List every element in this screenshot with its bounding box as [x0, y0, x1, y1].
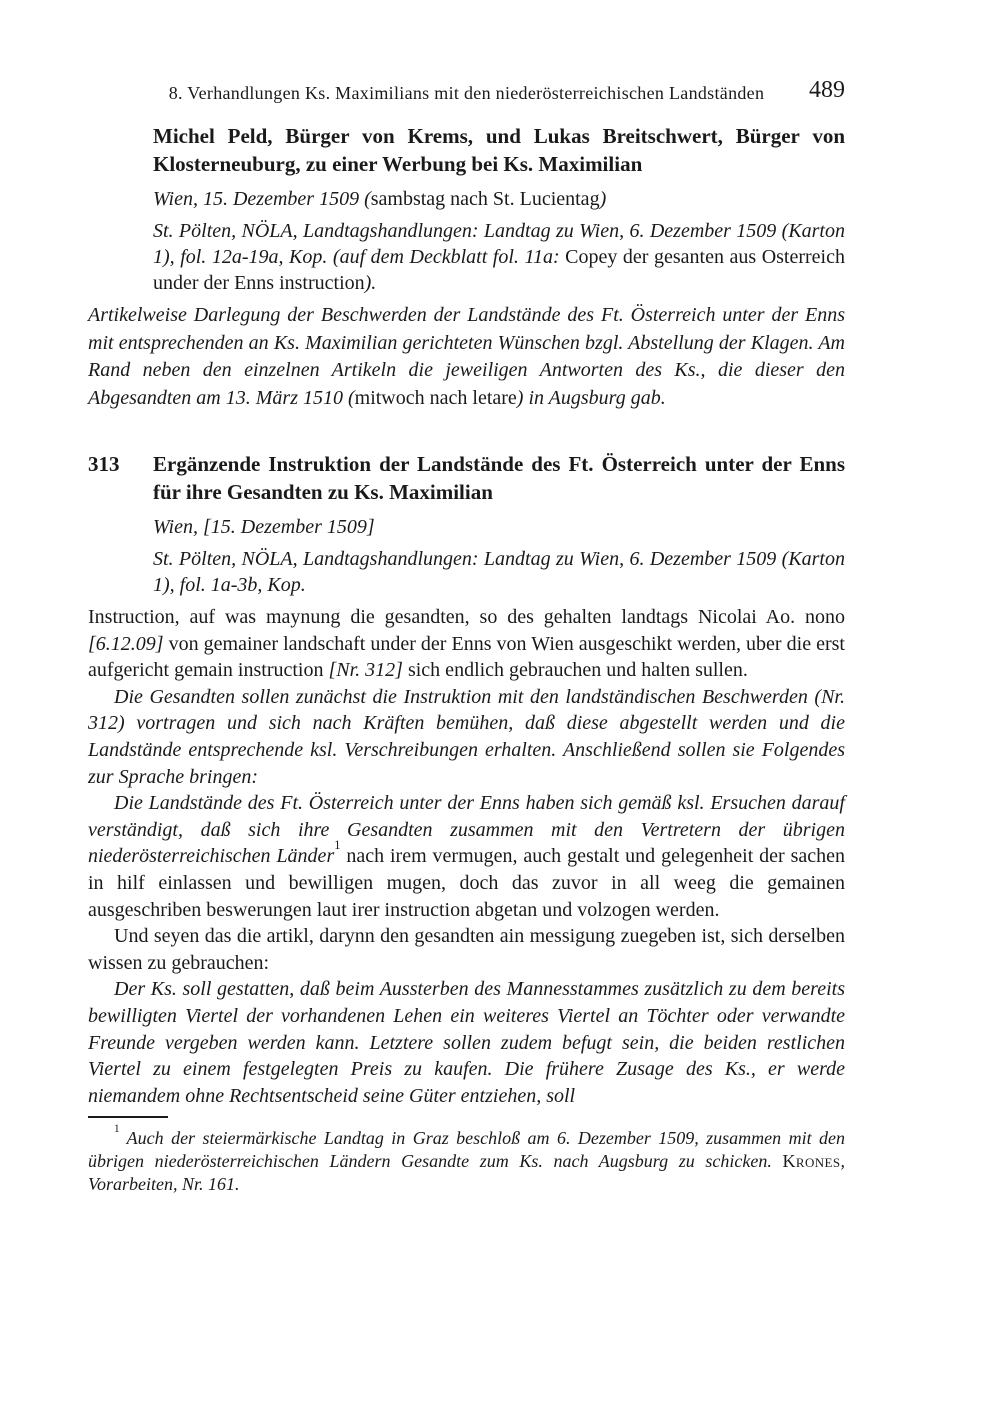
footnote-section — [88, 1116, 845, 1196]
entry-313-number: 313 — [88, 452, 120, 476]
running-head — [88, 77, 845, 104]
footnote-text: $^1$ Auch der steiermärkische Landtag in Graz beschloß am 6. Dezember 1509, zusammen mit den übrigen niederösterreichischen Ländern Gesandte zum Ks. nach Augsburg zu schicken. Krones, Vorarbeiten, Nr. 161. — [88, 1123, 845, 1195]
entry-313-body — [88, 604, 845, 1109]
entry-313 — [88, 450, 845, 1109]
entry-313-title: Ergänzende Instruktion der Landstände des Ft. Österreich unter der Enns für ihre Gesandten zu Ks. Maximilian — [153, 452, 845, 504]
running-head-title: 8. Verhandlungen Ks. Maximilians mit den niederösterreichischen Landständen — [168, 83, 765, 103]
body-paragraph: Die Gesandten sollen zunächst die Instruktion mit den landständischen Beschwerden (Nr. 312) vortragen und sich nach Kräften bemühen, daß diese abgestellt werden und die Landstände entsprechende ksl. Verschreibungen erhalten. Anschließend sollen sie Folgendes zur Sprache bringen: — [88, 685, 845, 788]
body-paragraph: Die Landstände des Ft. Österreich unter der Enns haben sich gemäß ksl. Ersuchen darauf verständigt, daß sich ihre Gesandten zusammen mit den Vertretern der übrigen niederösterreichischen Länder$^1$ nach irem vermugen, auch gestalt und gelegenheit der sachen in hilf einlassen und bewilligen mugen, doch das zuvor in all weeg die gemainen ausgeschriben beswerungen laut irer instruction abgetan und volzogen werden. — [88, 792, 846, 921]
body-paragraph: Der Ks. soll gestatten, daß beim Aussterben des Mannesstammes zusätzlich zu dem bereits bewilligten Viertel der vorhandenen Lehen ein weiteres Viertel an Töchter oder verwandte Freunde vergeben werden kann. Letztere sollen zudem befugt sein, die beiden restlichen Viertel zu einem festgelegten Preis zu kaufen. Die frühere Zusage des Ks., er werde niemandem ohne Rechtsentscheid seine Güter entziehen, soll — [88, 978, 845, 1107]
body-paragraph: Instruction, auf was maynung die gesandten, so des gehalten landtags Nicolai Ao. nono [6.12.09] von gemainer landschaft under der Enns von Wien ausgeschikt werden, uber die erst aufgericht gemain instruction [Nr. 312] sich endlich gebrauchen und halten sullen. — [88, 606, 845, 682]
footnote-rule — [88, 1116, 168, 1118]
entry-313-dateline: Wien, [15. Dezember 1509] — [153, 516, 375, 538]
body-paragraph: Und seyen das die artikl, darynn den gesandten ain messigung zuegeben ist, sich derselben wissen zu gebrauchen: — [88, 925, 845, 974]
entry-313-heading — [88, 450, 845, 506]
page-number: 489 — [809, 77, 845, 103]
entry-312-dateline: Wien, 15. Dezember 1509 (sambstag nach St. Lucientag) — [153, 188, 607, 210]
entry-313-source: St. Pölten, NÖLA, Landtagshandlungen: Landtag zu Wien, 6. Dezember 1509 (Karton 1), fol. 1a-3b, Kop. — [153, 548, 845, 596]
entry-312-source: St. Pölten, NÖLA, Landtagshandlungen: Landtag zu Wien, 6. Dezember 1509 (Karton 1), fol. 12a-19a, Kop. (auf dem Deckblatt fol. 11a: Copey der gesanten aus Osterreich under der Enns instruction). — [153, 220, 845, 294]
entry-312-heading — [88, 122, 845, 178]
entry-312-summary: Artikelweise Darlegung der Beschwerden der Landstände des Ft. Österreich unter der Enns mit entsprechenden an Ks. Maximilian gerichteten Wünschen bzgl. Abstellung der Klagen. Am Rand neben den einzelnen Artikeln die jeweiligen Antworten des Ks., die dieser den Abgesandten am 13. März 1510 (mitwoch nach letare) in Augsburg gab. — [88, 304, 845, 409]
entry-312-title: Michel Peld, Bürger von Krems, und Lukas Breitschwert, Bürger von Klosterneuburg, zu einer Werbung bei Ks. Maximilian — [153, 124, 845, 176]
entry-312 — [88, 122, 845, 412]
